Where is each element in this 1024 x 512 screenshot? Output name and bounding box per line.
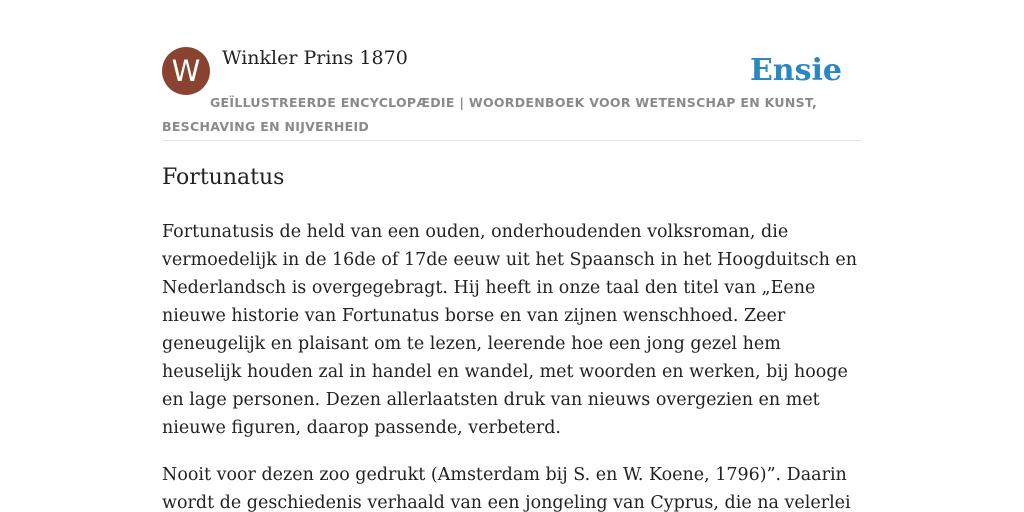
article-paragraph: Nooit voor dezen zoo gedrukt (Amsterdam bij S. en W. Koene, 1796)”. Daarin wordt de geschiedenis verhaald van een jongeling van Cyprus, die na velerlei [162,465,851,512]
article-title: Fortunatus [162,165,285,190]
ensie-logo[interactable]: Ensie [749,53,842,88]
source-subtitle: GEÏLLUSTREERDE ENCYCLOPÆDIE | WOORDENBOEK VOOR WETENSCHAP EN KUNST, BESCHAVING EN NIJVERHEID [162,95,818,134]
article-paragraph: Fortunatusis de held van een ouden, onderhoudenden volksroman, die vermoedelijk in de 16de of 17de eeuw uit het Spaansch in het Hoogduitsch en Nederlandsch is overgegebragt. Hij heeft in onze taal den titel van „Eene nieuwe historie van Fortunatus borse en van zijnen wenschhoed. Zeer geneugelijk en plaisant om te lezen, leerende hoe een jong gezel hem heuselijk houden zal in handel en wandel, met woorden en werken, bij hooge en lage personen. Dezen allerlaatsten druk van nieuws overgezien en met nieuwe figuren, daarop passende, verbeterd. [162,222,858,438]
source-title-link[interactable]: Winkler Prins 1870 [222,47,408,69]
source-avatar[interactable]: W [162,47,210,95]
source-header [162,46,862,141]
article [162,160,862,512]
